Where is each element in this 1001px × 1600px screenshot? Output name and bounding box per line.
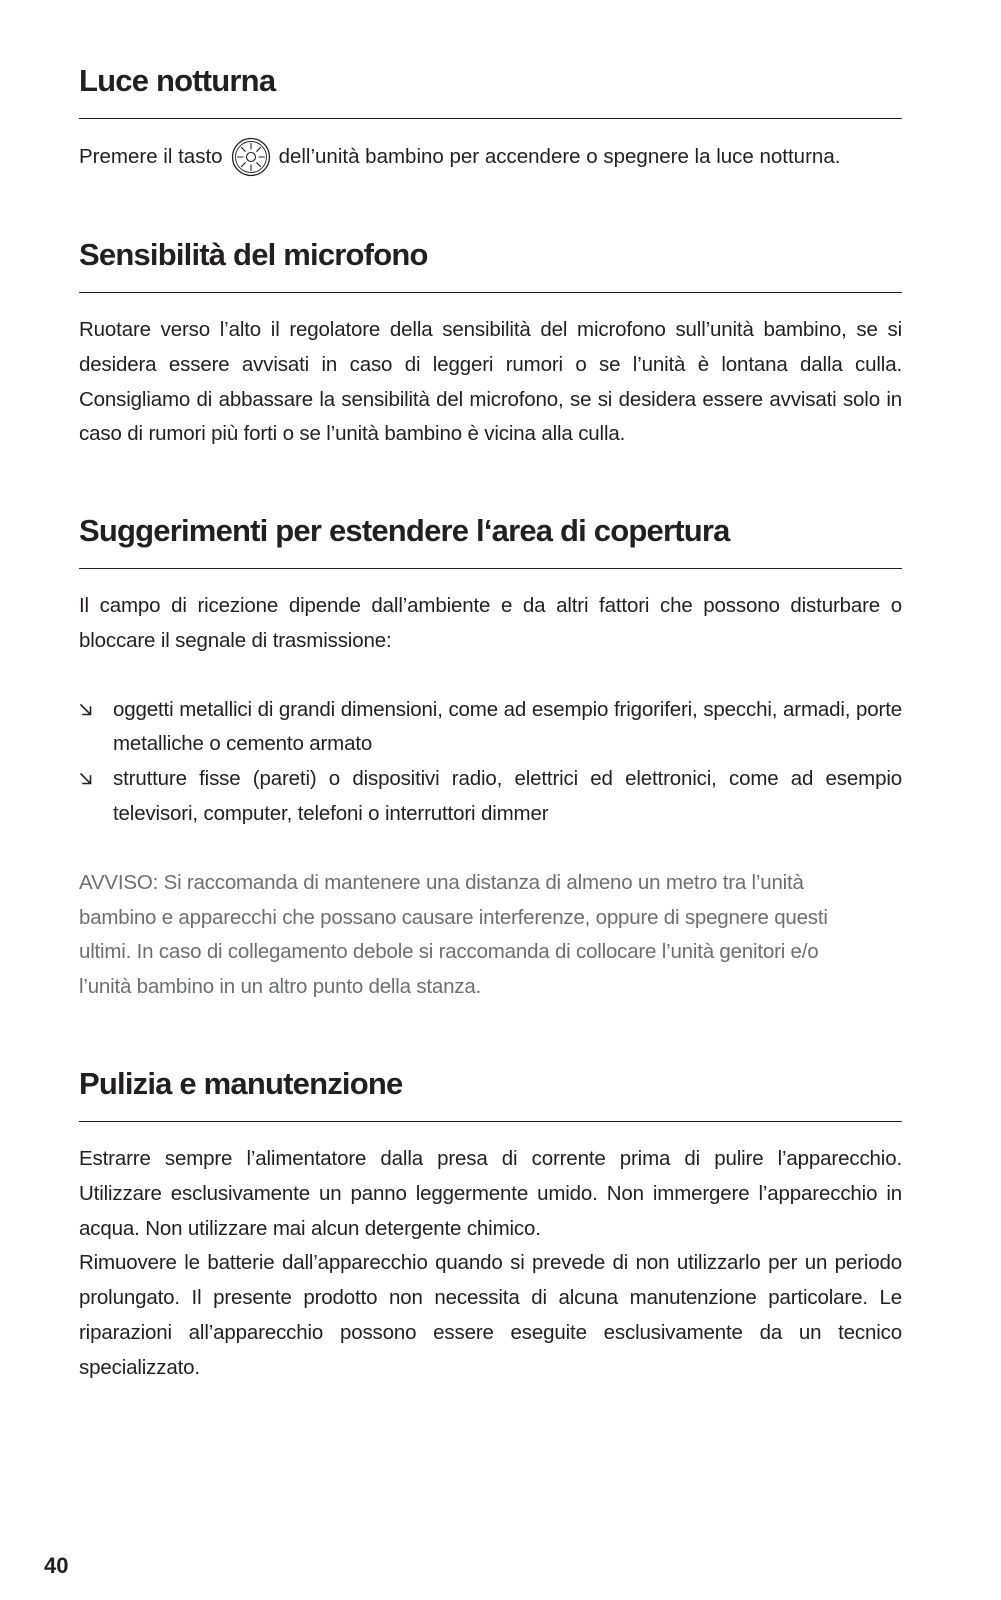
instruction-text-before: Premere il tasto	[79, 145, 223, 168]
night-light-button-icon	[231, 137, 271, 177]
maintenance-paragraph: Rimuovere le batterie dall’apparecchio quando si prevede di non utilizzarlo per un periodo prolungato. Il presente prodotto non necessita di alcuna manutenzione particolare. Le riparazioni all’apparecchio possono essere eseguite esclusivamente da un tecnico specializzato.	[79, 1251, 902, 1379]
section-title-mic-sensitivity: Sensibilità del microfono	[79, 237, 428, 272]
page-number: 40	[44, 1553, 69, 1578]
section-night-light	[79, 62, 902, 177]
coverage-paragraph: Il campo di ricezione dipende dall’ambiente e da altri fattori che possono disturbare o bloccare il segnale di trasmissione:	[79, 594, 902, 652]
list-item	[79, 693, 902, 763]
section-divider	[79, 1121, 902, 1122]
mic-sensitivity-paragraph: Ruotare verso l’alto il regolatore della sensibilità del microfono sull’unità bambino, se si desidera essere avvisati in caso di leggeri rumori o se l’unità è lontana dalla culla. Consigliamo di abbassare la sensibilità del microfono, se si desidera essere avvisati solo in caso di rumori più forti o se l’unità bambino è vicina alla culla.	[79, 318, 902, 446]
section-divider	[79, 568, 902, 569]
section-maintenance	[79, 1065, 902, 1386]
arrow-down-right-icon	[79, 762, 95, 797]
notice-text: AVVISO: Si raccomanda di mantenere una distanza di almeno un metro tra l’unità bambino e apparecchi che possano causare interferenze, oppure di spegnere questi ultimi. In caso di collegamento debole si raccomanda di collocare l’unità genitori e/o l’unità bambino in un altro punto della stanza.	[79, 870, 828, 999]
arrow-down-right-icon	[79, 693, 95, 728]
section-title-coverage: Suggerimenti per estendere l‘area di copertura	[79, 513, 730, 548]
section-mic-sensitivity	[79, 236, 902, 452]
list-item	[79, 762, 902, 832]
section-coverage	[79, 512, 902, 1005]
coverage-bullet-list	[79, 693, 902, 832]
instruction-text-after: dell’unità bambino per accendere o spegnere la luce notturna.	[278, 145, 841, 168]
section-title-maintenance: Pulizia e manutenzione	[79, 1066, 403, 1101]
section-divider	[79, 118, 902, 119]
maintenance-paragraph: Estrarre sempre l’alimentatore dalla presa di corrente prima di pulire l’apparecchio. Utilizzare esclusivamente un panno leggermente umido. Non immergere l’apparecchio in acqua. Non utilizzare mai alcun detergente chimico.	[79, 1147, 902, 1240]
night-light-instruction	[79, 137, 902, 177]
section-title-night-light: Luce notturna	[79, 63, 276, 98]
section-divider	[79, 292, 902, 293]
bullet-text: oggetti metallici di grandi dimensioni, come ad esempio frigoriferi, specchi, armadi, porte metalliche o cemento armato	[113, 697, 902, 756]
bullet-text: strutture fisse (pareti) o dispositivi radio, elettrici ed elettronici, come ad esempio televisori, computer, telefoni o interruttori dimmer	[113, 767, 902, 825]
